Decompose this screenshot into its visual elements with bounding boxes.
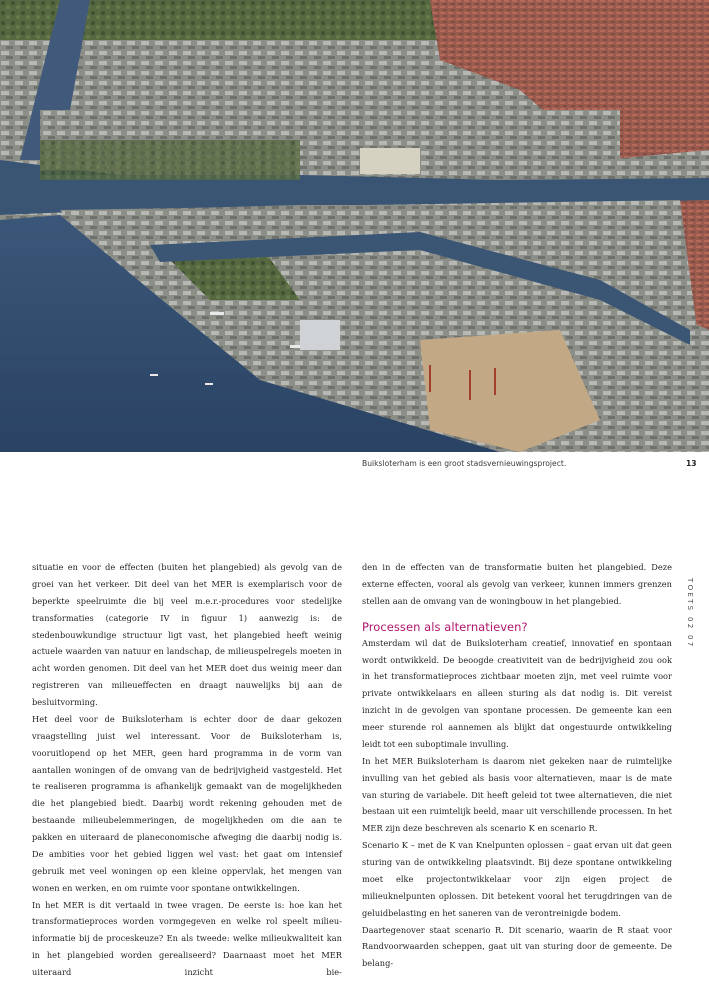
body-column-right (362, 559, 672, 972)
paragraph: situatie en voor de effecten (buiten het plangebied) als gevolg van de groei van het verkeer. Dit deel van het MER is exemplarisch voor de beperkte speelruimte die bij veel m.e.r.-procedures voor stedelijke transformaties (categorie IV in figuur 1) aanwezig is: de stedenbouwkundige structuur ligt vast, het plangebied heeft weinig actuele waarden van natuur en landschap, de milieuspelregels moeten in acht worden genomen. Dit deel van het MER doet dus weinig meer dan registreren van milieueffecten en draagt nauwelijks bij aan de besluitvorming. (32, 562, 342, 707)
paragraph: Scenario K – met de K van Knelpunten oplossen – gaat ervan uit dat geen sturing van de ontwikkeling plaatsvindt. Bij deze spontane ontwikkeling moet elke projectontwikkelaar voor zijn eigen project de milieuknelpunten oplossen. Dit betekent vooral het terugdringen van de geluidbelasting en het saneren van de verontreinigde bodem. (362, 840, 672, 918)
section-heading: Processen als alternatieven? (362, 619, 528, 634)
paragraph: Daartegenover staat scenario R. Dit scenario, waarin de R staat voor Randvoorwaarden scheppen, gaat uit van sturing door de gemeente. De belang- (362, 924, 672, 969)
page-number: 13 (686, 459, 697, 468)
paragraph: Het deel voor de Buiksloterham is echter door de daar gekozen vraagstelling juist wel interessant. Voor de Buiksloterham is, vooruitlopend op het MER, geen hard programma in de vorm van aantallen woningen of de omvang van de bedrijvigheid vastgesteld. Het te realiseren programma is afhankelijk gemaakt van de mogelijkheden die het plangebied biedt. Daarbij wordt rekening gehouden met de bestaande milieubelemmeringen, de mogelijkheden om die aan te pakken en uiteraard de planeconomische afweging die daarbij nodig is. De ambities voor het gebied liggen wel vast: het gaat om intensief gebruik met veel woningen op een kleine oppervlak, het mengen van wonen en werken, en om ruimte voor spontane ontwikkelingen. (32, 713, 342, 893)
paragraph: In het MER Buiksloterham is daarom niet gekeken naar de ruimtelijke invulling van het gebied als basis voor alternatieven, maar is de mate van sturing de variabele. Dit heeft geleid tot twee alternatieven, die niet bestaan uit een ruimtelijk beeld, maar uit verschillende processen. In het MER zijn deze beschreven als scenario K en scenario R. (362, 755, 672, 834)
body-column-left (32, 559, 342, 981)
aerial-photo (0, 0, 709, 452)
running-head: TOETS 02 07 (686, 578, 694, 649)
paragraph: den in de effecten van de transformatie buiten het plangebied. Deze externe effecten, vooral als gevolg van verkeer, kunnen immers grenzen stellen aan de omvang van de woningbouw in het plangebied. (362, 562, 672, 606)
photo-caption: Buiksloterham is een groot stadsvernieuwingsproject. (362, 459, 567, 468)
paragraph: In het MER is dit vertaald in twee vragen. De eerste is: hoe kan het transformatieproces worden vormgegeven en welke rol speelt milieu-informatie bij de proceskeuze? En als tweede: welke milieukwaliteit kan in het plangebied worden gerealiseerd? Daarnaast moet het MER uiteraard inzicht bie- (32, 899, 342, 977)
paragraph: Amsterdam wil dat de Buiksloterham creatief, innovatief en spontaan wordt ontwikkeld. De beoogde creativiteit van de bedrijvigheid zou ook in het transformatieproces zichtbaar moeten zijn, met veel ruimte voor private ontwikkelaars en alleen sturing als dat nodig is. Dit vereist inzicht in de gevolgen van spontane processen. De gemeente kan een meer sturende rol aannemen als blijkt dat ongestuurde ontwikkeling leidt tot een suboptimale invulling. (362, 637, 672, 749)
aerial-photo-drawing (0, 0, 709, 452)
